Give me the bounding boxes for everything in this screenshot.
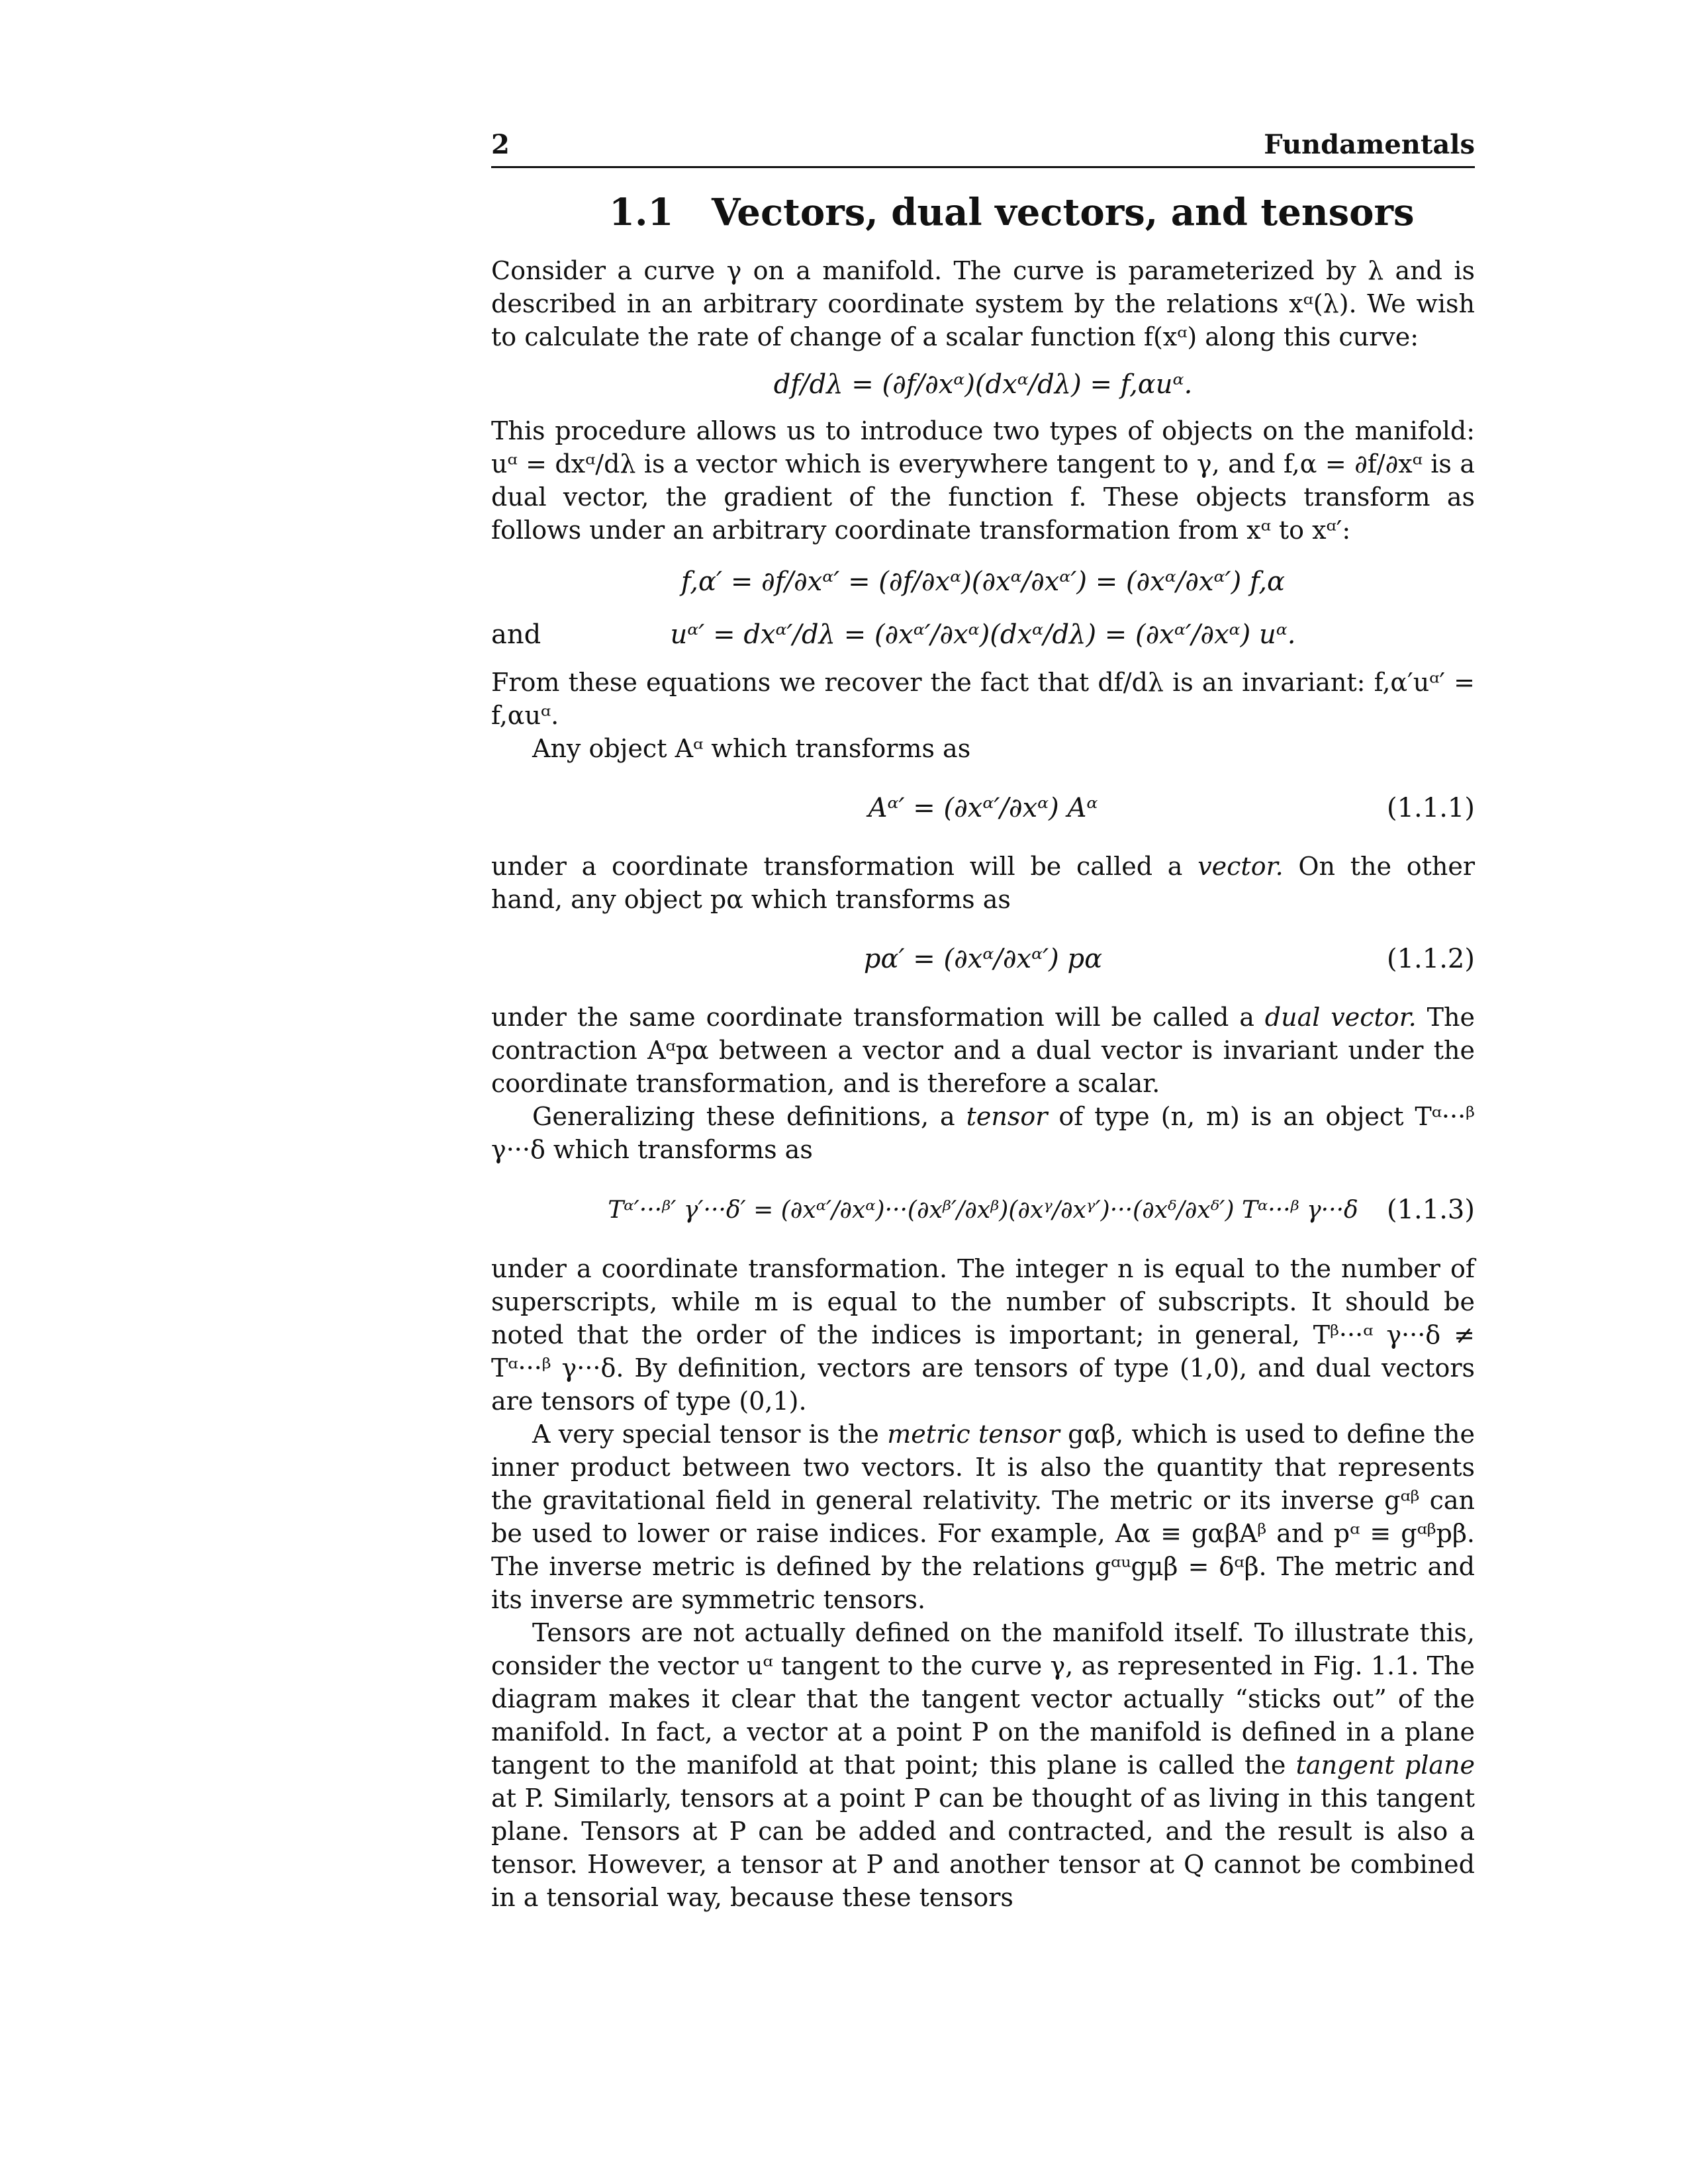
term-tensor: tensor bbox=[966, 1102, 1048, 1131]
term-tangent-plane: tangent plane bbox=[1295, 1751, 1475, 1780]
paragraph: Generalizing these definitions, a tensor of type (n, m) is an object Tᵅ···ᵝ γ···δ which transforms as bbox=[491, 1102, 1475, 1164]
equation-1-1-3: Tᵅ′···ᵝ′ γ′···δ′ = (∂xᵅ′/∂xᵅ)···(∂xᵝ′/∂xᵝ)(∂xᵞ/∂xᵞ′)···(∂xᵟ/∂xᵟ′) Tᵅ···ᵝ γ···δ (1.1.3) bbox=[608, 1195, 1475, 1225]
paragraph: From these equations we recover the fact that df/dλ is an invariant: f,α′uᵅ′ = f,αuᵅ. bbox=[491, 668, 1475, 730]
equation-number: (1.1.1) bbox=[1387, 793, 1475, 823]
equation-1-1-1: Aᵅ′ = (∂xᵅ′/∂xᵅ) Aᵅ (1.1.1) bbox=[868, 793, 1475, 823]
equation-1-1-2: pα′ = (∂xᵅ/∂xᵅ′) pα (1.1.2) bbox=[863, 944, 1475, 974]
paragraph: under the same coordinate transformation will be called a dual vector. The contraction Aᵅpα between a vector and a dual vector is invariant under the coordinate transformation, and is therefore a scalar. bbox=[491, 1003, 1475, 1098]
section-title: Vectors, dual vectors, and tensors bbox=[712, 191, 1415, 234]
term-vector: vector. bbox=[1197, 852, 1284, 881]
equation-f-transform: f,α′ = ∂f/∂xᵅ′ = (∂f/∂xᵅ)(∂xᵅ/∂xᵅ′) = (∂xᵅ/∂xᵅ′) f,α bbox=[680, 567, 1286, 597]
term-dual-vector: dual vector. bbox=[1264, 1003, 1417, 1032]
and-label: and bbox=[491, 619, 541, 650]
equation-df: df/dλ = (∂f/∂xᵅ)(dxᵅ/dλ) = f,αuᵅ. bbox=[773, 369, 1193, 400]
section-heading bbox=[491, 191, 1475, 234]
paragraph: under a coordinate transformation. The integer n is equal to the number of superscripts, while m is equal to the number of subscripts. It should be noted that the order of the indices is important; in general, Tᵝ···ᵅ γ···δ ≠ Tᵅ···ᵝ γ···δ. By definition, vectors are tensors of type (1,0), and dual vectors are tensors of type (0,1). bbox=[491, 1254, 1475, 1416]
section-number: 1.1 bbox=[609, 191, 674, 234]
paragraph: Consider a curve γ on a manifold. The curve is parameterized by λ and is described in an arbitrary coordinate system by the relations xᵅ(λ). We wish to calculate the rate of change of a scalar function f(xᵅ) along this curve: bbox=[491, 256, 1475, 351]
paragraph: Any object Aᵅ which transforms as bbox=[532, 734, 971, 763]
paragraph: under a coordinate transformation will be called a vector. On the other hand, any object pα which transforms as bbox=[491, 852, 1475, 914]
paragraph: This procedure allows us to introduce two types of objects on the manifold: uᵅ = dxᵅ/dλ is a vector which is everywhere tangent to γ, and f,α = ∂f/∂xᵅ is a dual vector, the gradient of the function f. These objects transform as follows under an arbitrary coordinate transformation from xᵅ to xᵅ′: bbox=[491, 416, 1475, 545]
equation-u-transform: and uᵅ′ = dxᵅ′/dλ = (∂xᵅ′/∂xᵅ)(dxᵅ/dλ) = (∂xᵅ′/∂xᵅ) uᵅ. bbox=[491, 619, 1296, 650]
running-header bbox=[491, 129, 1475, 168]
equation-number: (1.1.3) bbox=[1387, 1195, 1475, 1225]
equation-number: (1.1.2) bbox=[1387, 944, 1475, 974]
paragraph: Tensors are not actually defined on the manifold itself. To illustrate this, consider the vector uᵅ tangent to the curve γ, as represented in Fig. 1.1. The diagram makes it clear that the tangent vector actually “sticks out” of the manifold. In fact, a vector at a point P on the manifold is defined in a plane tangent to the manifold at that point; this plane is called the tangent plane at P. Similarly, tensors at a point P can be thought of as living in this tangent plane. Tensors at P can be added and contracted, and the result is also a tensor. However, a tensor at P and another tensor at Q cannot be combined in a tensorial way, because these tensors bbox=[491, 1618, 1475, 1912]
paragraph: A very special tensor is the metric tensor gαβ, which is used to define the inner product between two vectors. It is also the quantity that represents the gravitational field in general relativity. The metric or its inverse gᵅᵝ can be used to lower or raise indices. For example, Aα ≡ gαβAᵝ and pᵅ ≡ gᵅᵝpβ. The inverse metric is defined by the relations gᵅᵘgμβ = δᵅβ. The metric and its inverse are symmetric tensors. bbox=[491, 1420, 1476, 1614]
running-title: Fundamentals bbox=[1264, 129, 1475, 160]
page-number: 2 bbox=[491, 129, 510, 160]
term-metric-tensor: metric tensor bbox=[887, 1420, 1060, 1449]
page bbox=[491, 129, 1475, 1914]
